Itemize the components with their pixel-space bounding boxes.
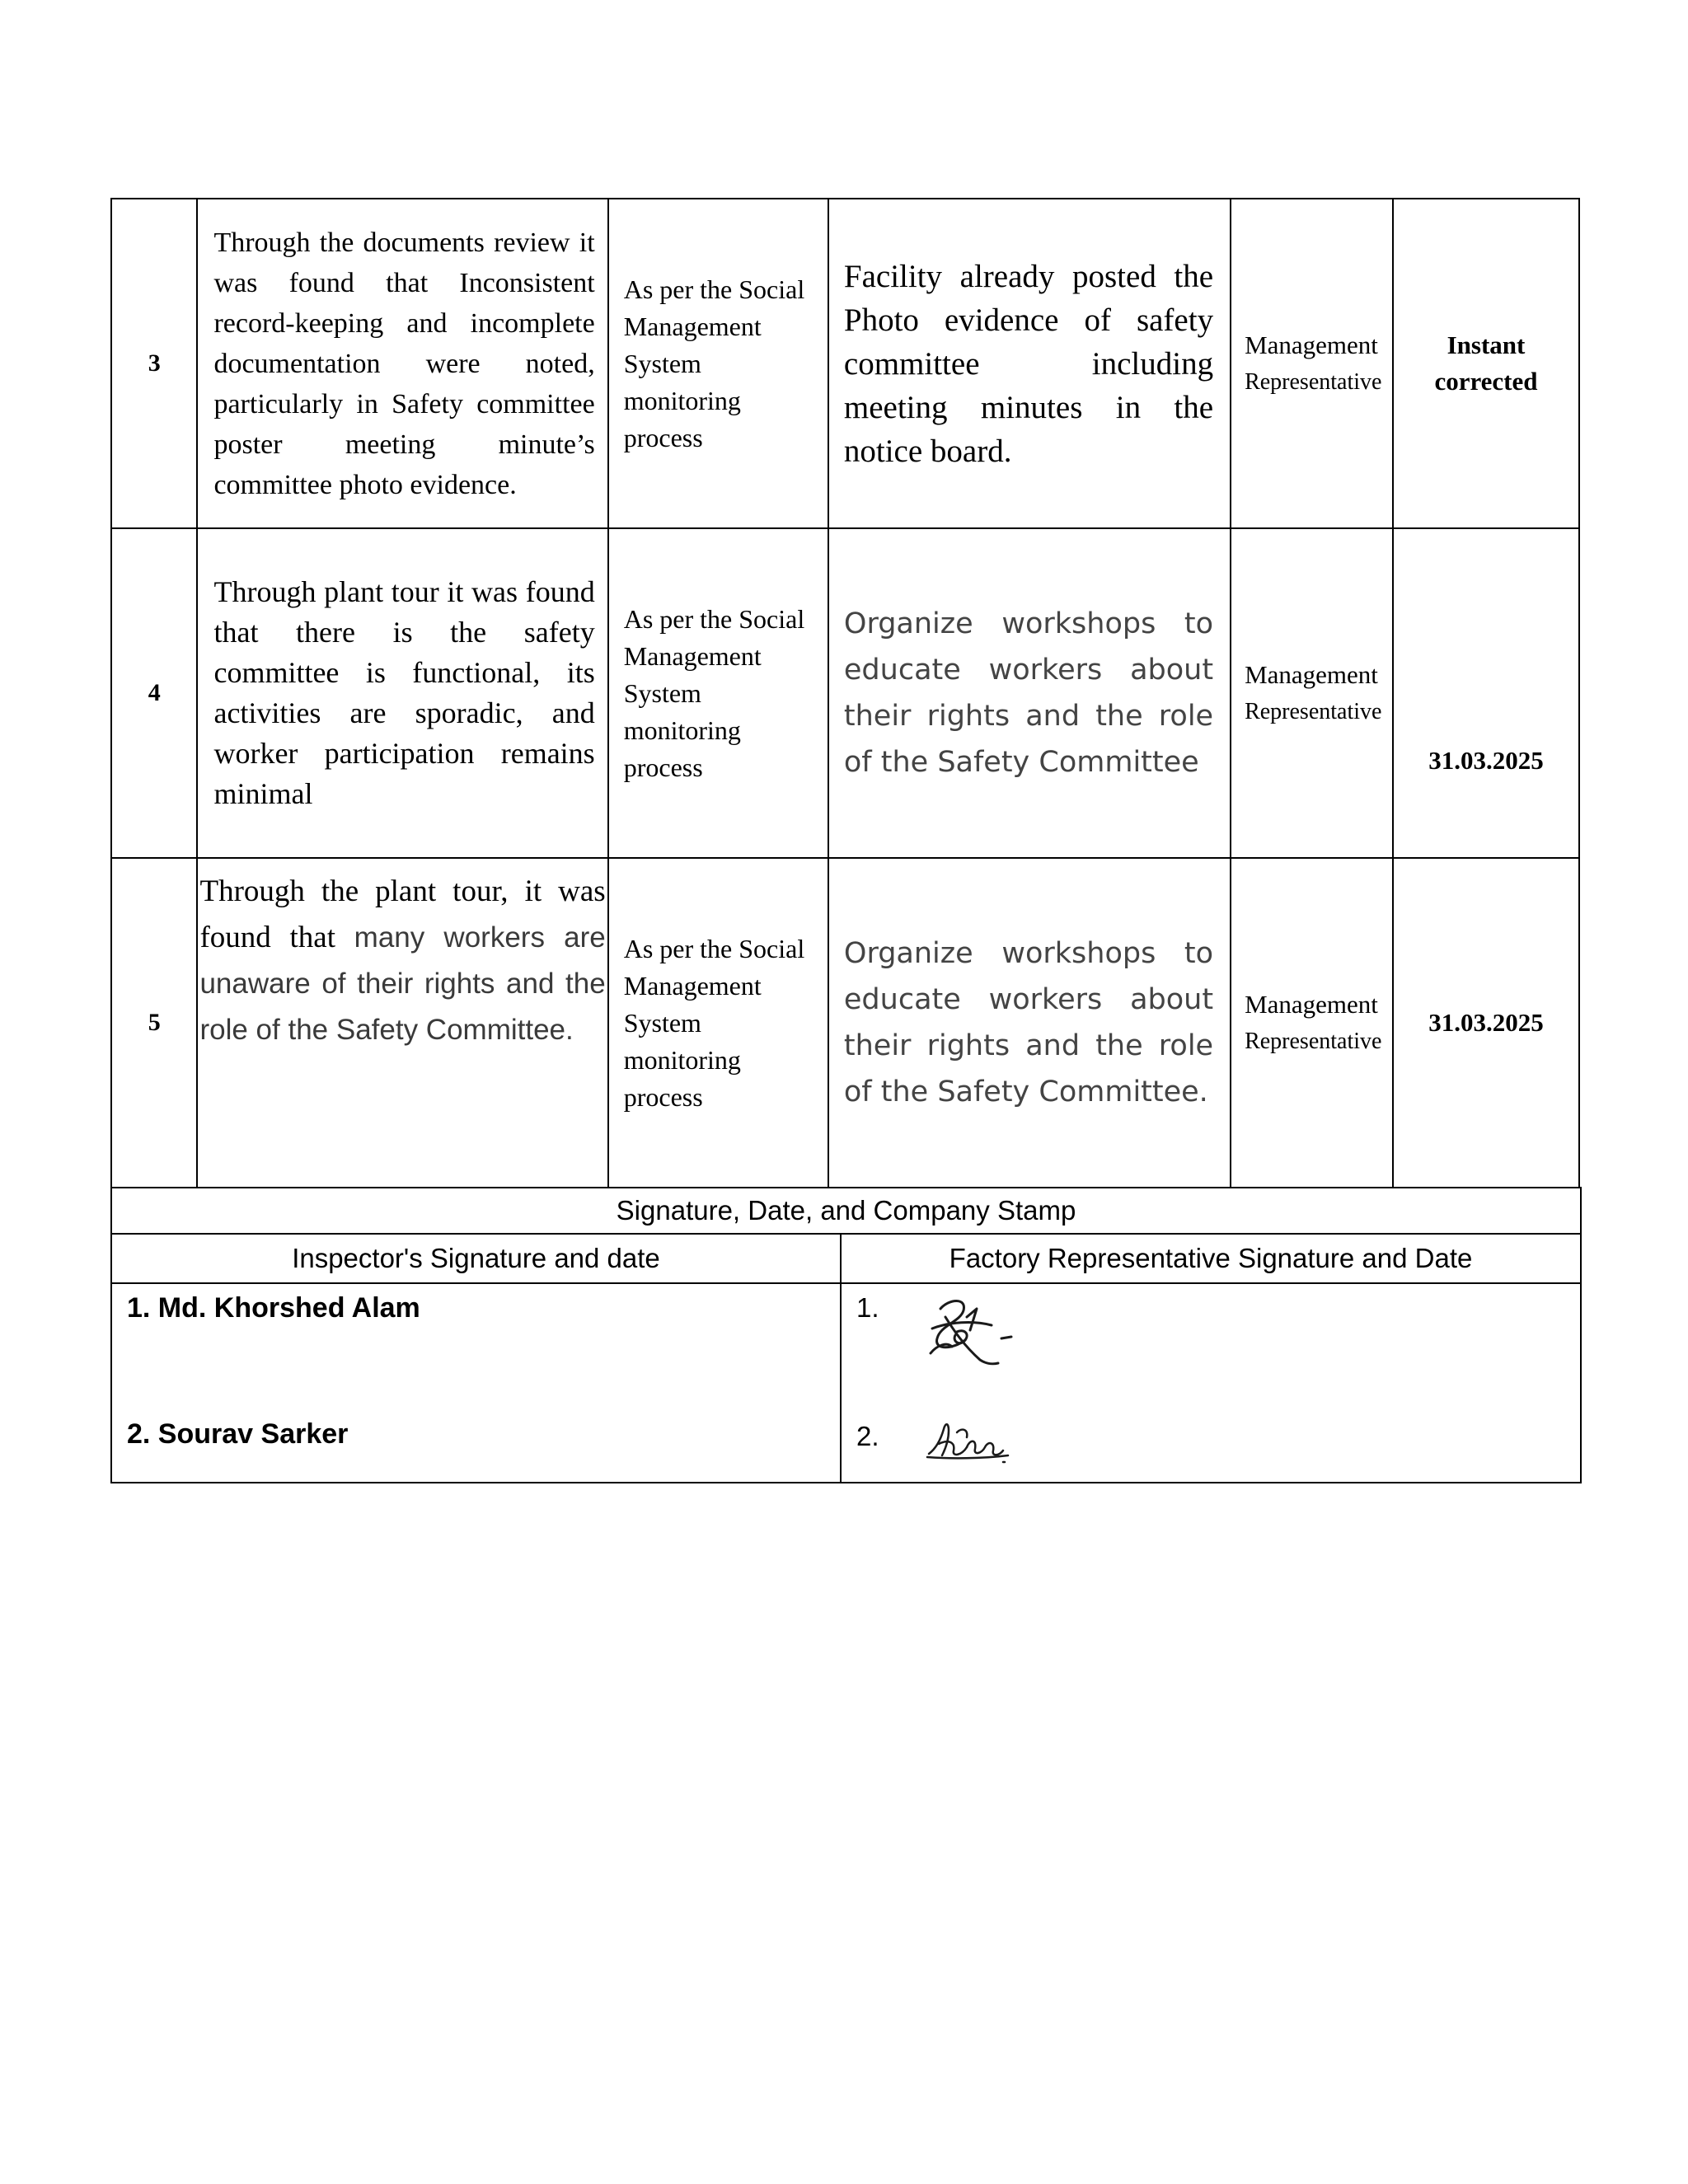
root-cause-cell: As per the Social Management System monitoring process	[608, 528, 828, 858]
responsible-cell	[1231, 858, 1393, 1188]
inspector-names-cell	[111, 1283, 841, 1483]
signature-table	[110, 1187, 1582, 1483]
responsible-line-2: Representative	[1245, 699, 1382, 724]
inspector-name-2: 2. Sourav Sarker	[127, 1418, 349, 1450]
finding-cell	[197, 858, 607, 1188]
serial-number: 3	[111, 199, 197, 528]
inspector-signature-header: Inspector's Signature and date	[111, 1234, 841, 1283]
root-cause-cell: As per the Social Management System monitoring process	[608, 858, 828, 1188]
responsible-line-1: Management	[1245, 660, 1378, 689]
inspector-name-1: 1. Md. Khorshed Alam	[127, 1292, 420, 1324]
handwritten-signature-2	[924, 1414, 1015, 1464]
target-date-cell: Instant corrected	[1393, 199, 1579, 528]
factory-signatures-cell	[841, 1283, 1581, 1483]
responsible-cell	[1231, 199, 1393, 528]
responsible-line-1: Management	[1245, 990, 1378, 1019]
table-row	[111, 528, 1579, 858]
handwritten-signature-1	[916, 1292, 1023, 1375]
target-date-cell: 31.03.2025	[1393, 528, 1579, 858]
finding-cell: Through the documents review it was found that Inconsistent record-keeping and incomplete documentation were noted, particularly in Safety committee poster meeting minute’s committee photo evidence.	[197, 199, 607, 528]
corrective-action-cell: Organize workshops to educate workers about their rights and the role of the Safety Committee	[828, 528, 1231, 858]
target-date-cell: 31.03.2025	[1393, 858, 1579, 1188]
corrective-action-table	[110, 198, 1580, 1188]
factory-signature-number-1: 1.	[856, 1292, 879, 1323]
factory-signature-number-2: 2.	[856, 1421, 879, 1451]
factory-signature-header: Factory Representative Signature and Date	[841, 1234, 1581, 1283]
responsible-cell	[1231, 528, 1393, 858]
responsible-line-1: Management	[1245, 330, 1378, 359]
serial-number: 5	[111, 858, 197, 1188]
serial-number: 4	[111, 528, 197, 858]
responsible-line-2: Representative	[1245, 1029, 1382, 1054]
signature-heading: Signature, Date, and Company Stamp	[111, 1188, 1581, 1234]
table-row	[111, 858, 1579, 1188]
corrective-action-cell: Organize workshops to educate workers about their rights and the role of the Safety Committee.	[828, 858, 1231, 1188]
finding-part-1: Through the plant tour, it was found that	[199, 874, 606, 954]
finding-part-2: many workers are unaware of their rights and the role of the Safety Committee.	[199, 921, 606, 1046]
table-row	[111, 199, 1579, 528]
finding-cell: Through plant tour it was found that there is the safety committee is functional, its activities are sporadic, and worker participation remains minimal	[197, 528, 607, 858]
corrective-action-cell: Facility already posted the Photo evidence of safety committee including meeting minutes in the notice board.	[828, 199, 1231, 528]
responsible-line-2: Representative	[1245, 369, 1382, 395]
root-cause-cell: As per the Social Management System monitoring process	[608, 199, 828, 528]
